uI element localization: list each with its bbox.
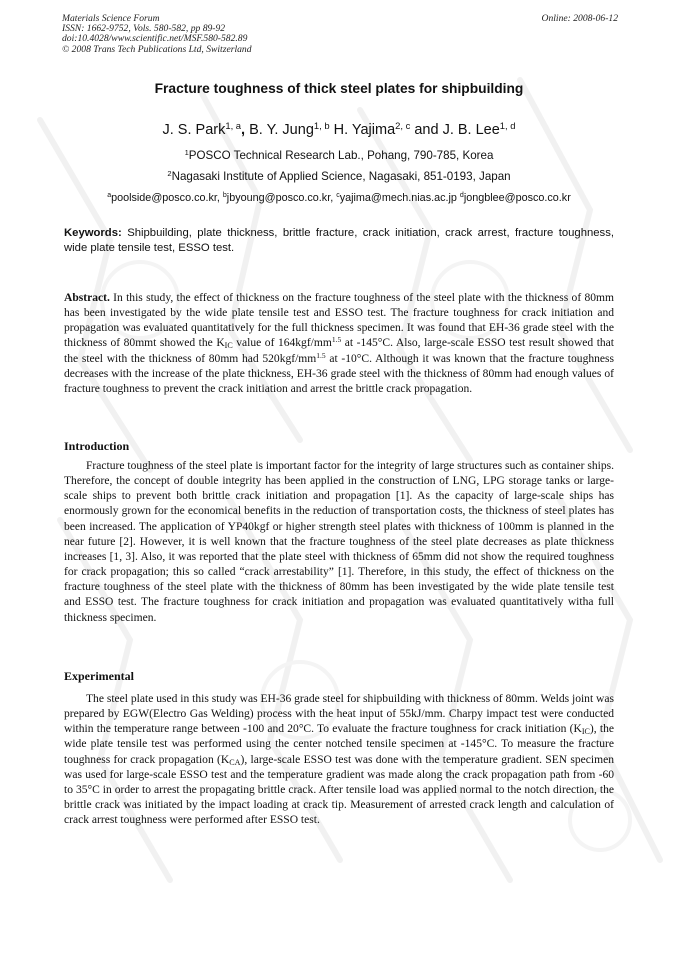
paper-title: Fracture toughness of thick steel plates for shipbuilding	[154, 81, 524, 96]
author-name: B. Y. Jung	[249, 122, 314, 138]
abstract-paragraph	[64, 291, 614, 397]
abstract-text-3: at -145°C. Also, large-scale ESSO test result showed that the steel with the thickness of 80mm had 520kgf/mm	[64, 337, 615, 365]
experimental-text-1: The steel plate used in this study was EH-36 grade steel for shipbuilding with thickness of 80mm. Welds joint was prepared by EGW(Electro Gas Welding) process with the heat input of 55kJ/mm. Charpy impact test were conducted within the temperature range between -100 and 20°C. To evaluate the fracture toughness for crack initiation (K	[64, 693, 615, 736]
affiliation-mark: 2	[167, 168, 172, 178]
journal-name: Materials Science Forum	[62, 13, 160, 24]
affiliation-mark: 1	[184, 147, 189, 157]
abstract-text-1: In this study, the effect of thickness on the fracture toughness of the steel plate with the thickness of 80mm has been investigated by the wide plate tensile test and ESSO test. The fracture toughness for crack initiation and propagation was evaluated quantitatively for the full thickness specimen. It was found that EH-36 grade steel with the thickness of 80mmt showed the K	[64, 292, 614, 350]
email-mark: d	[459, 192, 464, 200]
email-mark: b	[222, 192, 227, 200]
keywords-text: Shipbuilding, plate thickness, brittle fracture, crack initiation, crack arrest, fracture toughness, wide plate tensile test, ESSO test.	[64, 227, 614, 254]
author-separator: and	[410, 122, 443, 138]
keywords-label: Keywords:	[64, 227, 122, 239]
author-affiliation-mark: 2, c	[395, 119, 411, 131]
issn-line: ISSN: 1662-9752, Vols. 580-582, pp 89-92	[62, 23, 226, 35]
unit-exponent: 1.5	[316, 350, 326, 360]
abstract-text-4: at -10°C. Although it was known that the fracture toughness decreases with the increase of the plate thickness, EH-36 grade steel with the thickness of 80mm had enough values of fracture toughness to prevent the crack initiation and arrest the brittle crack propagation.	[64, 352, 614, 395]
abstract-label: Abstract.	[64, 292, 110, 304]
email-link[interactable]: poolside@posco.co.kr,	[111, 192, 223, 204]
email-link[interactable]: yajima@mech.nias.ac.jp	[339, 192, 460, 204]
experimental-paragraph	[64, 692, 614, 828]
email-link[interactable]: jongblee@posco.co.kr	[463, 192, 571, 204]
doi-line[interactable]: doi:10.4028/www.scientific.net/MSF.580-582.89	[62, 33, 248, 45]
experimental-heading: Experimental	[64, 669, 134, 683]
kic-subscript: IC	[581, 727, 590, 737]
email-mark: c	[336, 192, 340, 200]
publication-header	[62, 14, 618, 55]
introduction-paragraph: Fracture toughness of the steel plate is important factor for the integrity of large structures such as container ships. Therefore, the concept of double integrity has been applied in the construction of LNG, LPG storage tanks or large-scale ships to prevent both brittle crack initiation and propagation [1]. As the capacity of large-scale ships has enormously grown for the economical benefits in the reduction of transportation costs, the thickness of steel plates has been increased. The application of YP40kgf or higher strength steel plates with thickness of 100mm is planned in the near future [2]. However, it is well known that the fracture toughness of the steel plate decreases as plate thickness increases [1, 3]. Also, it was reported that the plate steel with thickness of 65mm did not show the required toughness for crack propagation; this so called “crack arrestability” [1]. Therefore, in this study, the effect of thickness on the fracture toughness of the steel plate with the thickness of 80mm has been investigated by the wide plate tensile test and ESSO test. The fracture toughness for crack initiation and propagation was evaluated quantitatively witha full thickness specimen.	[64, 460, 614, 624]
abstract-text-2: value of 164kgf/mm	[232, 337, 332, 350]
email-mark: a	[107, 192, 112, 200]
affiliation-text: POSCO Technical Research Lab., Pohang, 790-785, Korea	[188, 149, 494, 162]
affiliation-2	[62, 170, 616, 184]
email-list	[62, 191, 616, 205]
introduction-heading: Introduction	[64, 439, 130, 453]
email-link[interactable]: jbyoung@posco.co.kr,	[226, 192, 337, 204]
author-name: H. Yajima	[333, 122, 396, 138]
author-affiliation-mark: 1, a	[225, 119, 242, 131]
kca-subscript: CA	[229, 757, 241, 767]
author-list	[62, 121, 616, 139]
experimental-text-2: ), the wide plate tensile test was performed using the center notched tensile specimen at -145°C. To measure the fracture toughness for crack propagation (K	[64, 723, 614, 766]
keywords-block	[64, 226, 614, 256]
author-affiliation-mark: 1, d	[499, 119, 516, 131]
author-name: J. B. Lee	[442, 122, 500, 138]
online-date: Online: 2008-06-12	[541, 13, 618, 24]
author-affiliation-mark: 1, b	[313, 119, 330, 131]
affiliation-1	[62, 149, 616, 163]
author-name: J. S. Park	[162, 122, 226, 138]
copyright-line: © 2008 Trans Tech Publications Ltd, Switzerland	[62, 43, 252, 55]
unit-exponent: 1.5	[331, 335, 342, 345]
affiliation-text: Nagasaki Institute of Applied Science, Nagasaki, 851-0193, Japan	[171, 170, 511, 183]
kic-subscript: IC	[224, 341, 233, 351]
experimental-text-3: ), large-scale ESSO test was done with the temperature gradient. SEN specimen was used for large-scale ESSO test and the temperature gradient was made along the crack propagation path from -60 to 35°C in order to arrest the propagating brittle crack. After tensile load was applied normal to the notch direction, the brittle crack was initiated by the impact loading at crack tip. Measurement of arrested crack length and calculation of crack arrest toughness were performed after ESSO test.	[64, 753, 615, 827]
author-separator: ,	[241, 122, 250, 138]
